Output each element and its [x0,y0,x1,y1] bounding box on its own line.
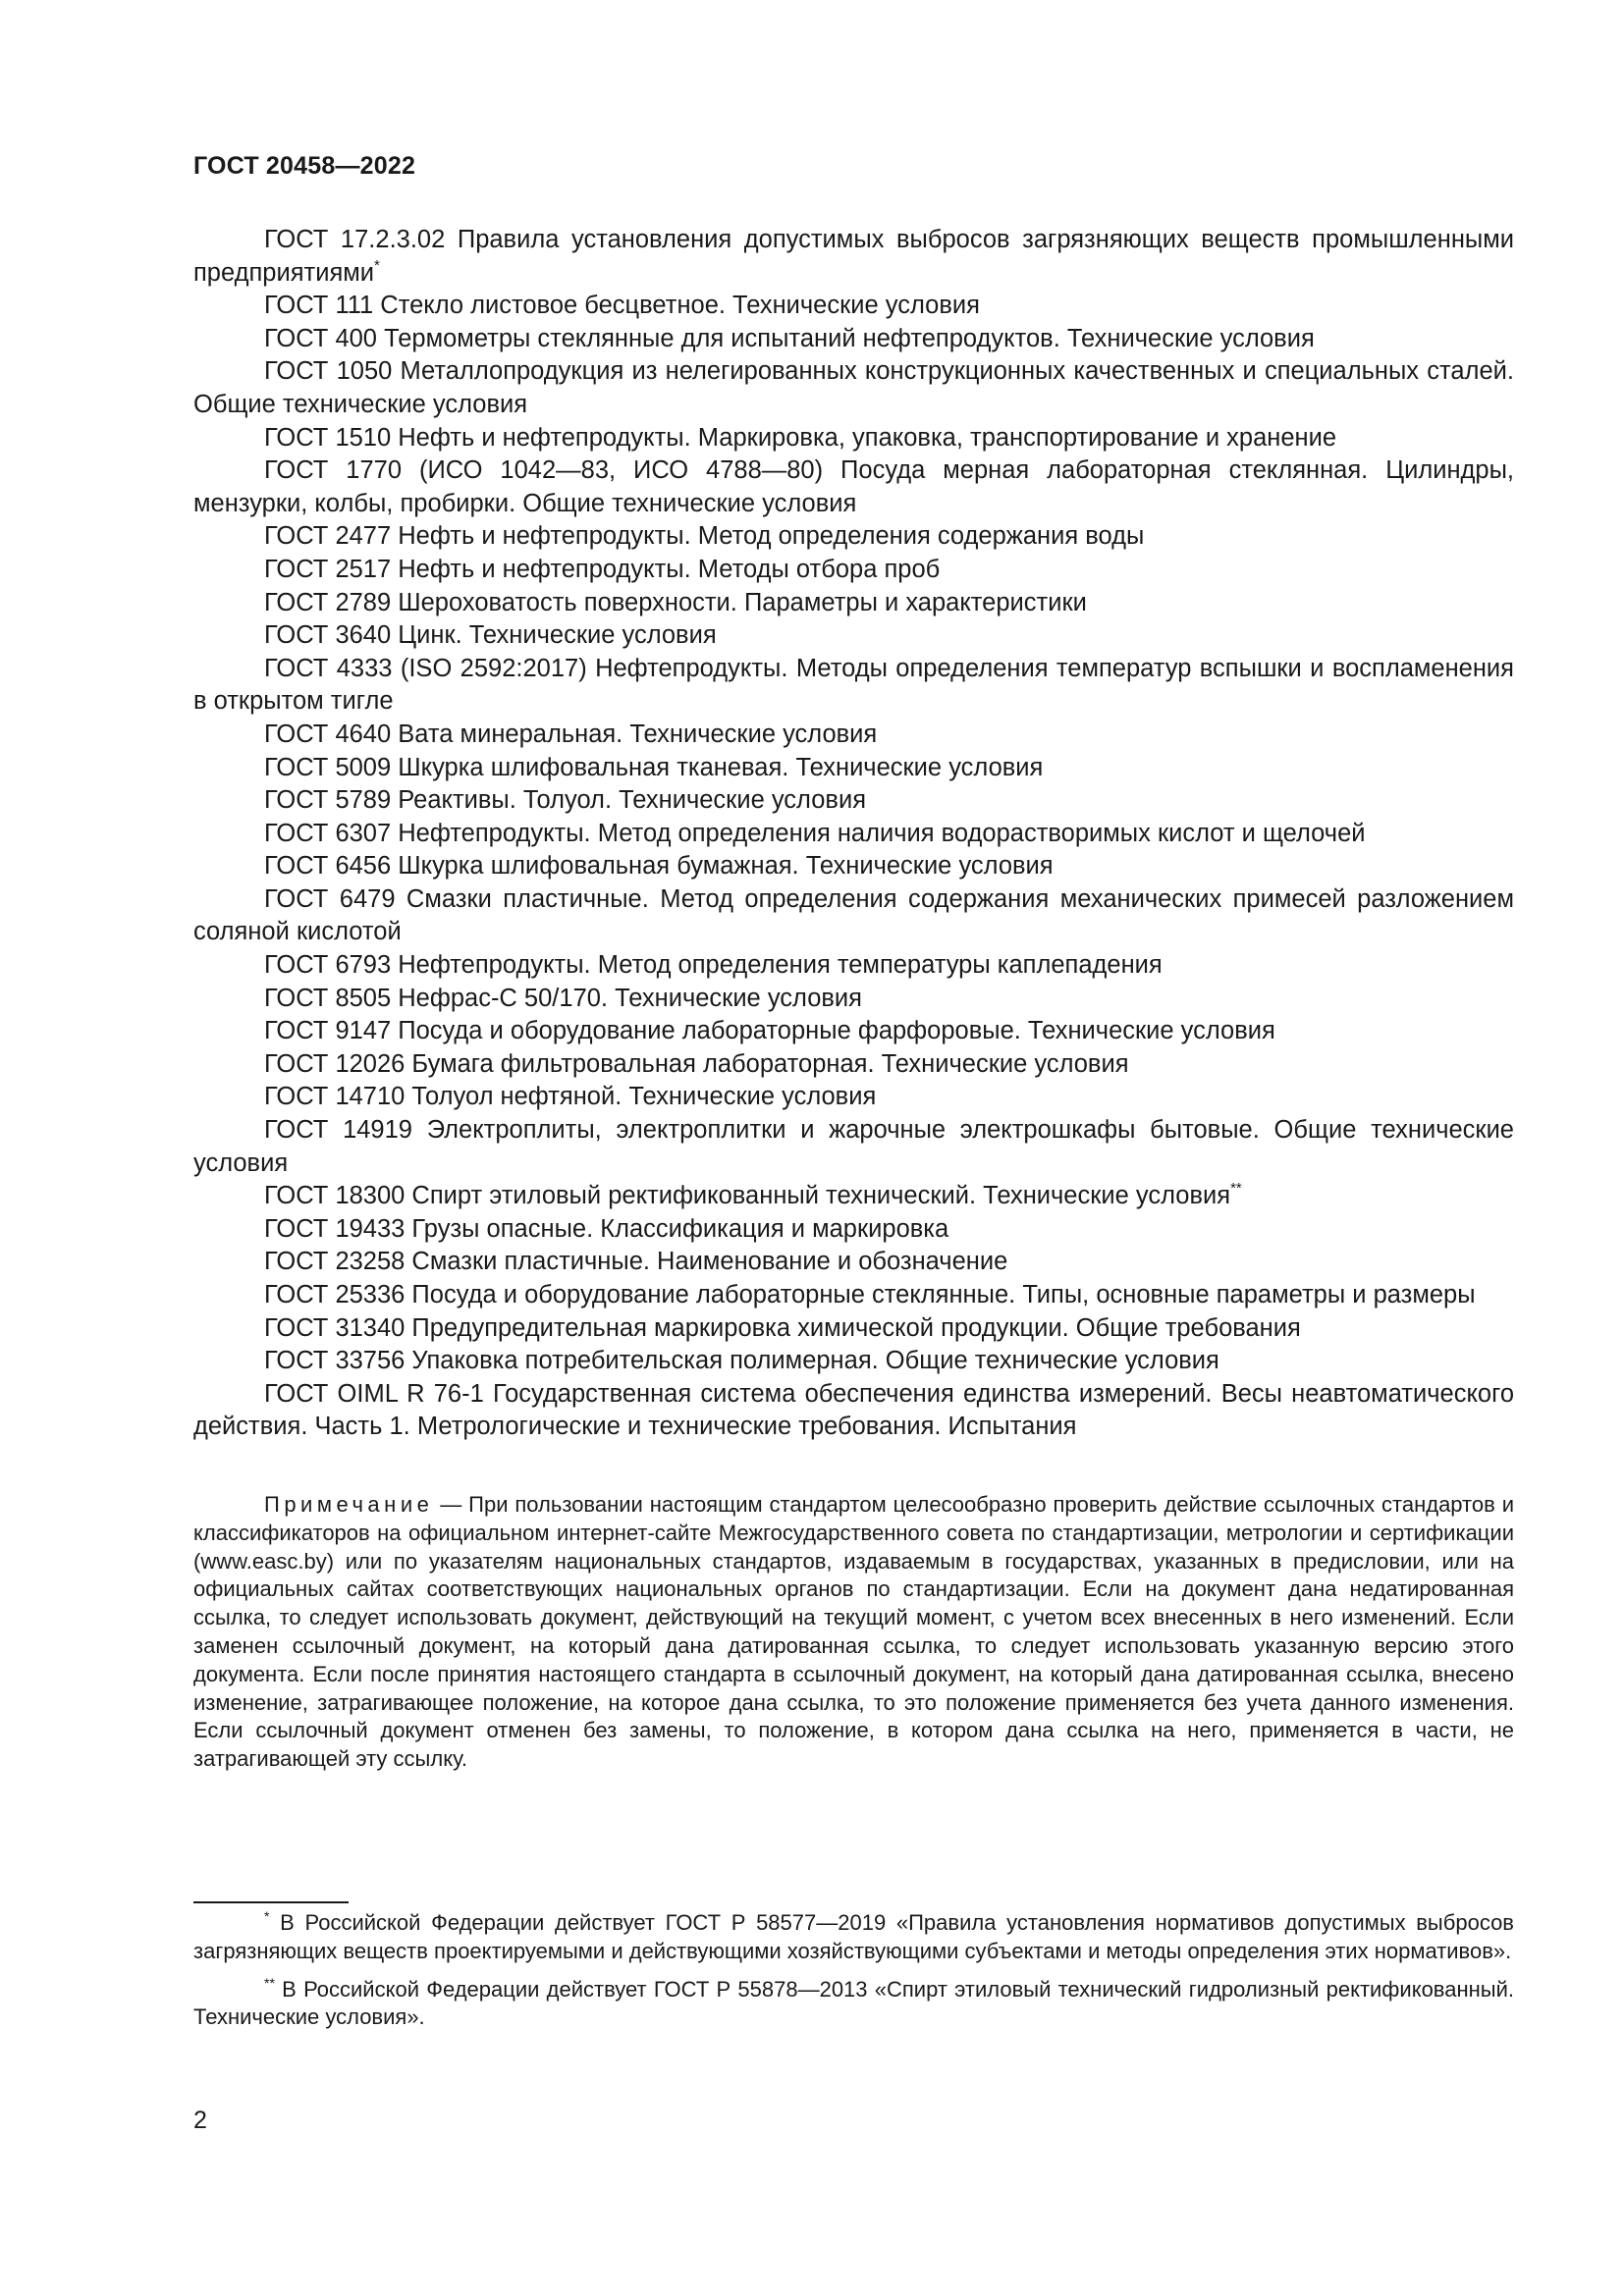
reference-item [193,619,1514,653]
document-header: ГОСТ 20458—2022 [193,152,416,180]
reference-item [193,1378,1514,1444]
footnote-mark: ** [1230,1180,1242,1198]
reference-text: ГОСТ 6793 Нефтепродукты. Метод определения температуры каплепадения [264,951,1163,980]
reference-text: ГОСТ 5009 Шкурка шлифовальная тканевая. Технические условия [264,753,1044,781]
reference-item [193,323,1514,356]
reference-item [193,653,1514,719]
reference-item [193,850,1514,883]
reference-item [193,818,1514,851]
reference-item [193,1048,1514,1082]
page-number: 2 [193,2107,207,2134]
footnote-text: В Российской Федерации действует ГОСТ Р 55878—2013 «Спирт этиловый технический гидролизный ректификованный. Технические условия». [193,1976,1514,2030]
reference-item [193,1279,1514,1312]
note-paragraph [193,1491,1514,1774]
reference-text: ГОСТ 25336 Посуда и оборудование лабораторные стеклянные. Типы, основные параметры и размеры [264,1281,1476,1308]
reference-item [193,1345,1514,1378]
footnotes [193,1909,1514,2042]
footnote-mark: * [374,256,380,274]
reference-item [193,587,1514,620]
reference-text: ГОСТ 14919 Электроплиты, электроплитки и жарочные электрошкафы бытовые. Общие технические условия [193,1116,1514,1177]
reference-text: ГОСТ 2517 Нефть и нефтепродукты. Методы отбора проб [264,555,941,583]
reference-item [193,983,1514,1016]
reference-text: ГОСТ 5789 Реактивы. Толуол. Технические условия [264,786,866,815]
reference-item [193,1114,1514,1180]
reference-text: ГОСТ 1050 Металлопродукция из нелегированных конструкционных качественных и специальных сталей. Общие технические условия [193,357,1514,418]
reference-text: ГОСТ 3640 Цинк. Технические условия [264,621,717,650]
reference-text: ГОСТ 23258 Смазки пластичные. Наименование и обозначение [264,1248,1008,1276]
reference-text: ГОСТ OIML R 76-1 Государственная система обеспечения единства измерений. Весы неавтоматического действия. Часть 1. Метрологические и технические требования. Испытания [193,1379,1514,1441]
reference-item [193,454,1514,520]
reference-text: ГОСТ 19433 Грузы опасные. Классификация и маркировка [264,1214,949,1243]
reference-item [193,1180,1514,1213]
note-text: — При пользовании настоящим стандартом целесообразно проверить действие ссылочных стандартов и классификаторов на официальном интернет-сайте Межгосударственного совета по стандартизации, метрологии и сертификации (www.easc.by) или по указателям национальных стандартов, издаваемым в государствах, указанных в предисловии, или на официальных сайтах соответствующих национальных органов по стандартизации. Если на документ дана недатированная ссылка, то следует использовать документ, действующий на текущий момент, с учетом всех внесенных в него изменений. Если заменен ссылочный документ, на который дана датированная ссылка, то следует использовать указанную версию этого документа. Если после принятия настоящего стандарта в ссылочный документ, на который дана датированная ссылка, внесено изменение, затрагивающее положение, на которое дана ссылка, то это положение применяется без учета данного изменения. Если ссылочный документ отменен без замены, то положение, в котором дана ссылка на него, применяется в части, не затрагивающей эту ссылку. [193,1492,1514,1772]
reference-item [193,554,1514,587]
reference-item [193,224,1514,290]
reference-item [193,1213,1514,1247]
reference-item [193,422,1514,455]
reference-text: ГОСТ 6479 Смазки пластичные. Метод определения содержания механических примесей разложением соляной кислотой [193,884,1514,946]
reference-text: ГОСТ 12026 Бумага фильтровальная лабораторная. Технические условия [264,1049,1129,1078]
footnote-item [193,1909,1514,1966]
reference-text: ГОСТ 33756 Упаковка потребительская полимерная. Общие технические условия [264,1347,1219,1375]
reference-text: ГОСТ 14710 Толуол нефтяной. Технические условия [264,1083,877,1111]
reference-text: ГОСТ 17.2.3.02 Правила установления допустимых выбросов загрязняющих веществ промышленными предприятиями [193,226,1514,287]
note-label: Примечание [264,1492,434,1517]
footnote-mark: * [264,1908,270,1924]
reference-item [193,1246,1514,1279]
footnote-separator [193,1901,349,1903]
reference-text: ГОСТ 4333 (ISO 2592:2017) Нефтепродукты. Методы определения температур вспышки и воспламенения в открытом тигле [193,654,1514,716]
reference-text: ГОСТ 18300 Спирт этиловый ректификованный технический. Технические условия [264,1182,1231,1210]
normative-references-list [193,224,1514,1444]
reference-text: ГОСТ 9147 Посуда и оборудование лабораторные фарфоровые. Технические условия [264,1017,1275,1045]
reference-text: ГОСТ 6307 Нефтепродукты. Метод определения наличия водорастворимых кислот и щелочей [264,819,1366,847]
reference-text: ГОСТ 400 Термометры стеклянные для испытаний нефтепродуктов. Технические условия [264,324,1315,352]
reference-item [193,1081,1514,1114]
footnote-mark: ** [264,1974,275,1991]
reference-item [193,355,1514,421]
reference-item [193,520,1514,554]
reference-text: ГОСТ 31340 Предупредительная маркировка химической продукции. Общие требования [264,1313,1301,1342]
reference-item [193,290,1514,323]
reference-text: ГОСТ 1510 Нефть и нефтепродукты. Маркировка, упаковка, транспортирование и хранение [264,423,1337,452]
reference-text: ГОСТ 1770 (ИСО 1042—83, ИСО 4788—80) Посуда мерная лабораторная стеклянная. Цилиндры, мензурки, колбы, пробирки. Общие технические условия [193,456,1514,517]
reference-item [193,719,1514,752]
reference-item [193,752,1514,785]
reference-text: ГОСТ 8505 Нефрас-С 50/170. Технические условия [264,984,862,1012]
reference-item [193,784,1514,818]
footnote-text: В Российской Федерации действует ГОСТ Р 58577—2019 «Правила установления нормативов допустимых выбросов загрязняющих веществ проектируемыми и действующими хозяйствующими субъектами и методы определения этих нормативов». [193,1910,1514,1963]
footnote-item [193,1976,1514,2033]
reference-item [193,883,1514,949]
reference-text: ГОСТ 2477 Нефть и нефтепродукты. Метод определения содержания воды [264,522,1145,551]
reference-item [193,1015,1514,1048]
reference-text: ГОСТ 6456 Шкурка шлифовальная бумажная. Технические условия [264,852,1054,881]
reference-item [193,1312,1514,1346]
reference-text: ГОСТ 2789 Шероховатость поверхности. Параметры и характеристики [264,588,1087,616]
reference-text: ГОСТ 111 Стекло листовое бесцветное. Технические условия [264,292,980,320]
reference-text: ГОСТ 4640 Вата минеральная. Технические условия [264,720,878,748]
reference-item [193,949,1514,983]
